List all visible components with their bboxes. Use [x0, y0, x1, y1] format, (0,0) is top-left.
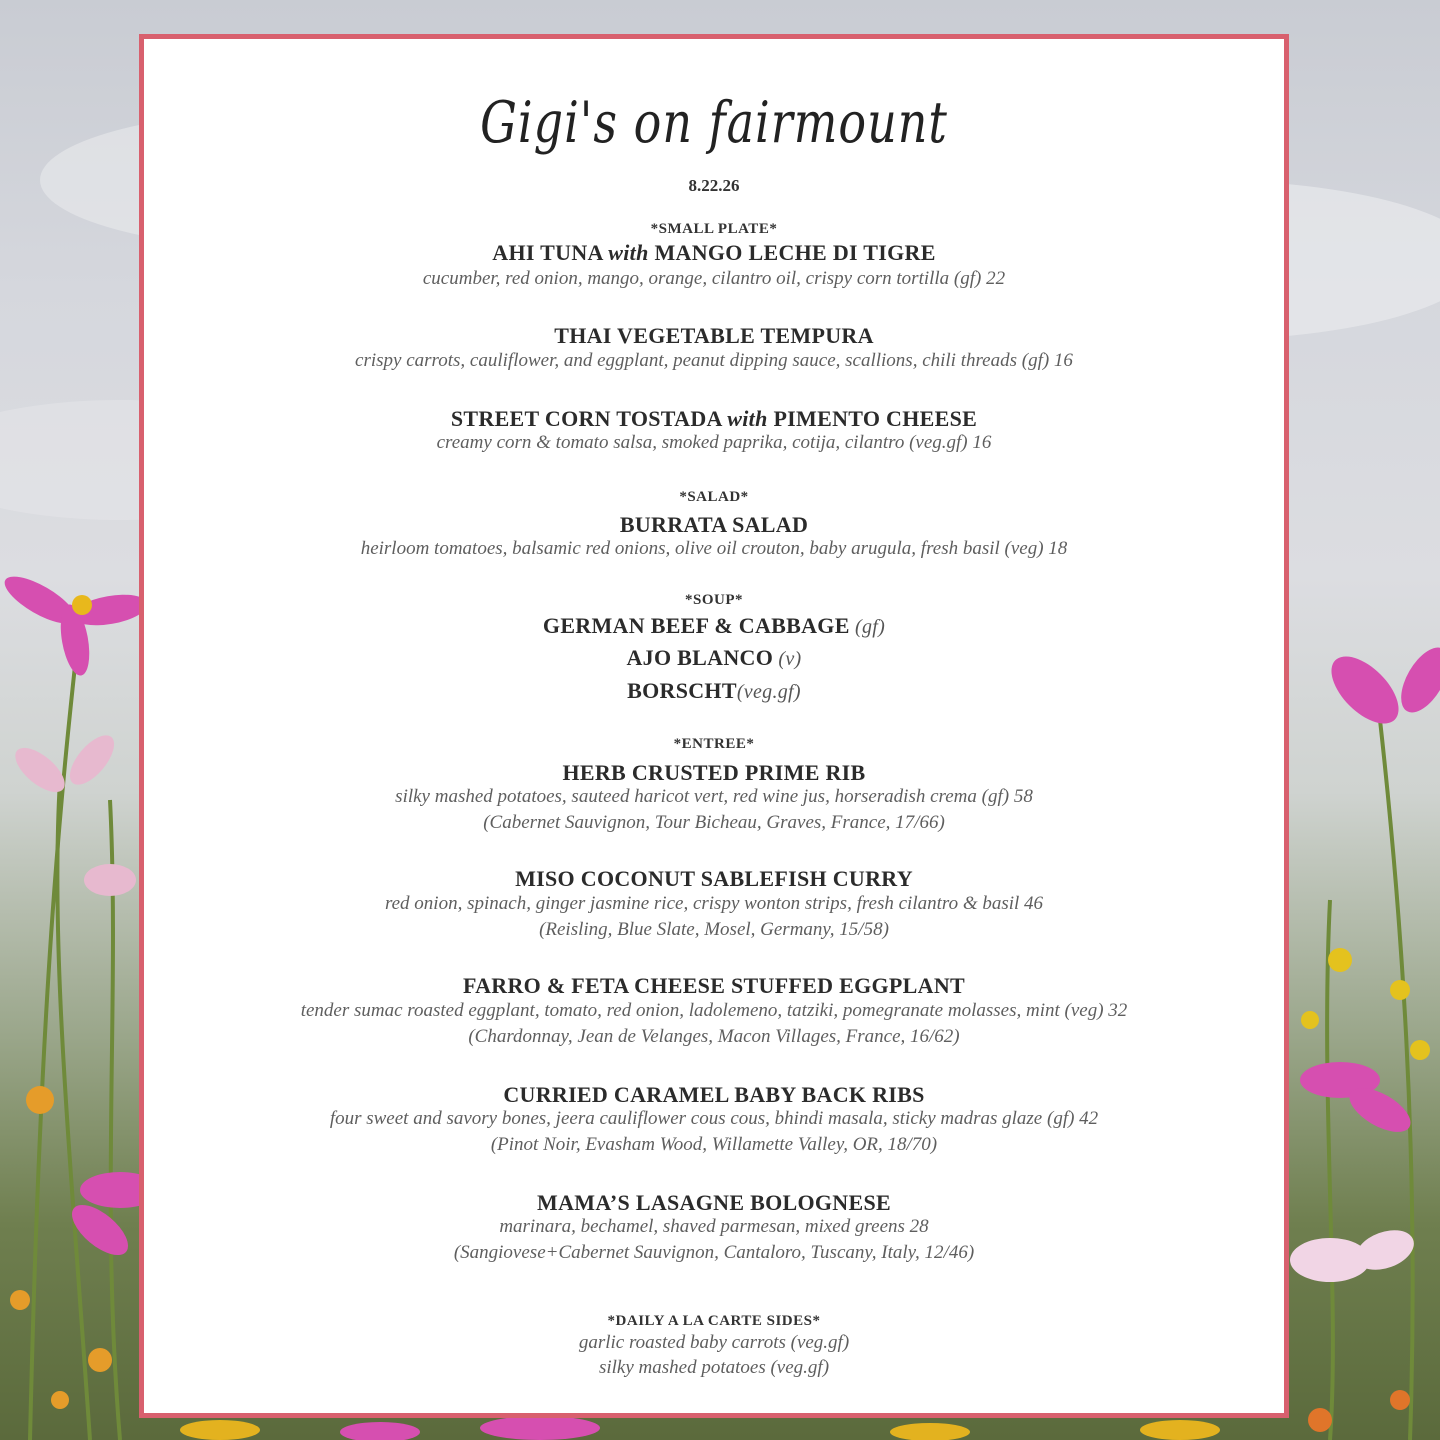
side-item: silky mashed potatoes (veg.gf) — [598, 1357, 830, 1378]
menu-item-description: crispy carrots, cauliflower, and eggplant, peanut dipping sauce, scallions, chili threads (gf) 16 — [355, 350, 1073, 371]
menu-item-title: MAMA’S LASAGNE BOLOGNESE — [537, 1190, 891, 1215]
wine-pairing: (Chardonnay, Jean de Velanges, Macon Villages, France, 16/62) — [468, 1026, 960, 1047]
side-item: garlic roasted baby carrots (veg.gf) — [578, 1332, 850, 1353]
menu-item-title: BURRATA SALAD — [619, 512, 809, 537]
menu-item-description: red onion, spinach, ginger jasmine rice, crispy wonton strips, fresh cilantro & basil 46 — [384, 893, 1044, 914]
section-heading-entree: *ENTREE* — [673, 736, 755, 752]
menu-item-description: creamy corn & tomato salsa, smoked paprika, cotija, cilantro (veg.gf) 16 — [436, 432, 992, 453]
menu-item-title: HERB CRUSTED PRIME RIB — [562, 760, 866, 785]
wine-pairing: (Reisling, Blue Slate, Mosel, Germany, 15/58) — [539, 919, 889, 940]
wine-pairing: (Sangiovese+Cabernet Sauvignon, Cantaloro, Tuscany, Italy, 12/46) — [453, 1242, 975, 1263]
menu-item-title: THAI VEGETABLE TEMPURA — [554, 323, 874, 348]
menu-item-title: AHI TUNA with MANGO LECHE DI TIGRE — [492, 240, 936, 265]
menu-item-title: STREET CORN TOSTADA with PIMENTO CHEESE — [450, 406, 978, 431]
menu-date: 8.22.26 — [688, 176, 740, 195]
section-heading-soup: *SOUP* — [684, 592, 743, 608]
soup-item: BORSCHT(veg.gf) — [627, 678, 801, 703]
soup-item: AJO BLANCO (v) — [626, 645, 802, 670]
wine-pairing: (Cabernet Sauvignon, Tour Bicheau, Graves, France, 17/66) — [483, 812, 945, 833]
menu-item-description: heirloom tomatoes, balsamic red onions, olive oil crouton, baby arugula, fresh basil (veg) 18 — [360, 538, 1068, 559]
menu-item-description: cucumber, red onion, mango, orange, cilantro oil, crispy corn tortilla (gf) 22 — [422, 268, 1006, 289]
menu-item-title: MISO COCONUT SABLEFISH CURRY — [515, 866, 913, 891]
menu-item-title: FARRO & FETA CHEESE STUFFED EGGPLANT — [463, 973, 965, 998]
menu-item-description: marinara, bechamel, shaved parmesan, mixed greens 28 — [499, 1216, 929, 1237]
wine-pairing: (Pinot Noir, Evasham Wood, Willamette Valley, OR, 18/70) — [490, 1134, 938, 1155]
section-heading-small-plate: *SMALL PLATE* — [650, 221, 778, 237]
menu-card — [139, 34, 1289, 1418]
menu-item-description: tender sumac roasted eggplant, tomato, red onion, ladolemeno, tatziki, pomegranate molasses, mint (veg) 32 — [300, 1000, 1128, 1021]
section-heading-salad: *SALAD* — [679, 489, 749, 505]
menu-item-title: CURRIED CARAMEL BABY BACK RIBS — [503, 1082, 925, 1107]
section-heading-sides: *DAILY A LA CARTE SIDES* — [607, 1313, 821, 1329]
menu-item-description: silky mashed potatoes, sauteed haricot vert, red wine jus, horseradish crema (gf) 58 — [395, 786, 1033, 807]
restaurant-logo: Gigi's on fairmount — [480, 88, 948, 156]
menu-item-description: four sweet and savory bones, jeera cauliflower cous cous, bhindi masala, sticky madras glaze (gf) 42 — [329, 1108, 1099, 1129]
soup-item: GERMAN BEEF & CABBAGE (gf) — [542, 613, 886, 638]
